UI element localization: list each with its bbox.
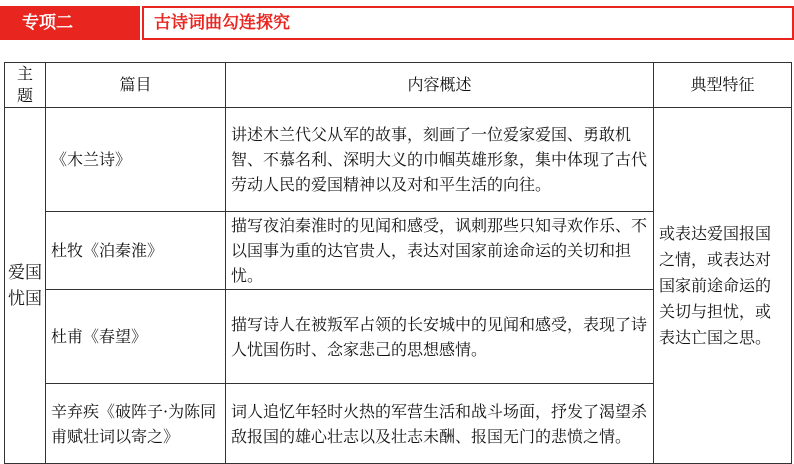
summary-cell: 讲述木兰代父从军的故事，刻画了一位爱家爱国、勇敢机智、不慕名利、深明大义的巾帼英雄形象，集中体现了古代劳动人民的爱国精神以及对和平生活的向往。: [226, 108, 654, 212]
work-cell: 辛弃疾《破阵子·为陈同甫赋壮词以寄之》: [46, 384, 226, 464]
topic-cell: 爱国忧国: [5, 108, 46, 464]
comparison-table: [4, 62, 792, 464]
slide-header: [0, 0, 794, 48]
summary-cell: 描写夜泊秦淮时的见闻和感受，讽刺那些只知寻欢作乐、不以国事为重的达官贵人，表达对国家前途命运的关切和担忧。: [226, 212, 654, 290]
column-header-summary: 内容概述: [226, 63, 654, 108]
column-header-feature: 典型特征: [654, 63, 792, 108]
work-cell: 杜甫《春望》: [46, 290, 226, 384]
slide-title: 古诗词曲勾连探究: [142, 6, 794, 40]
column-header-work: 篇目: [46, 63, 226, 108]
table-header-row: [5, 63, 792, 108]
summary-cell: 词人追忆年轻时火热的军营生活和战斗场面，抒发了渴望杀敌报国的雄心壮志以及壮志未酬、报国无门的悲愤之情。: [226, 384, 654, 464]
column-header-topic: 主题: [5, 63, 46, 108]
section-tag: 专项二: [0, 6, 140, 40]
work-cell: 《木兰诗》: [46, 108, 226, 212]
work-cell: 杜牧《泊秦淮》: [46, 212, 226, 290]
feature-cell: 或表达爱国报国之情，或表达对国家前途命运的关切与担忧，或表达亡国之思。: [654, 108, 792, 464]
table-row: [5, 108, 792, 212]
summary-cell: 描写诗人在被叛军占领的长安城中的见闻和感受，表现了诗人忧国伤时、念家悲己的思想感情。: [226, 290, 654, 384]
